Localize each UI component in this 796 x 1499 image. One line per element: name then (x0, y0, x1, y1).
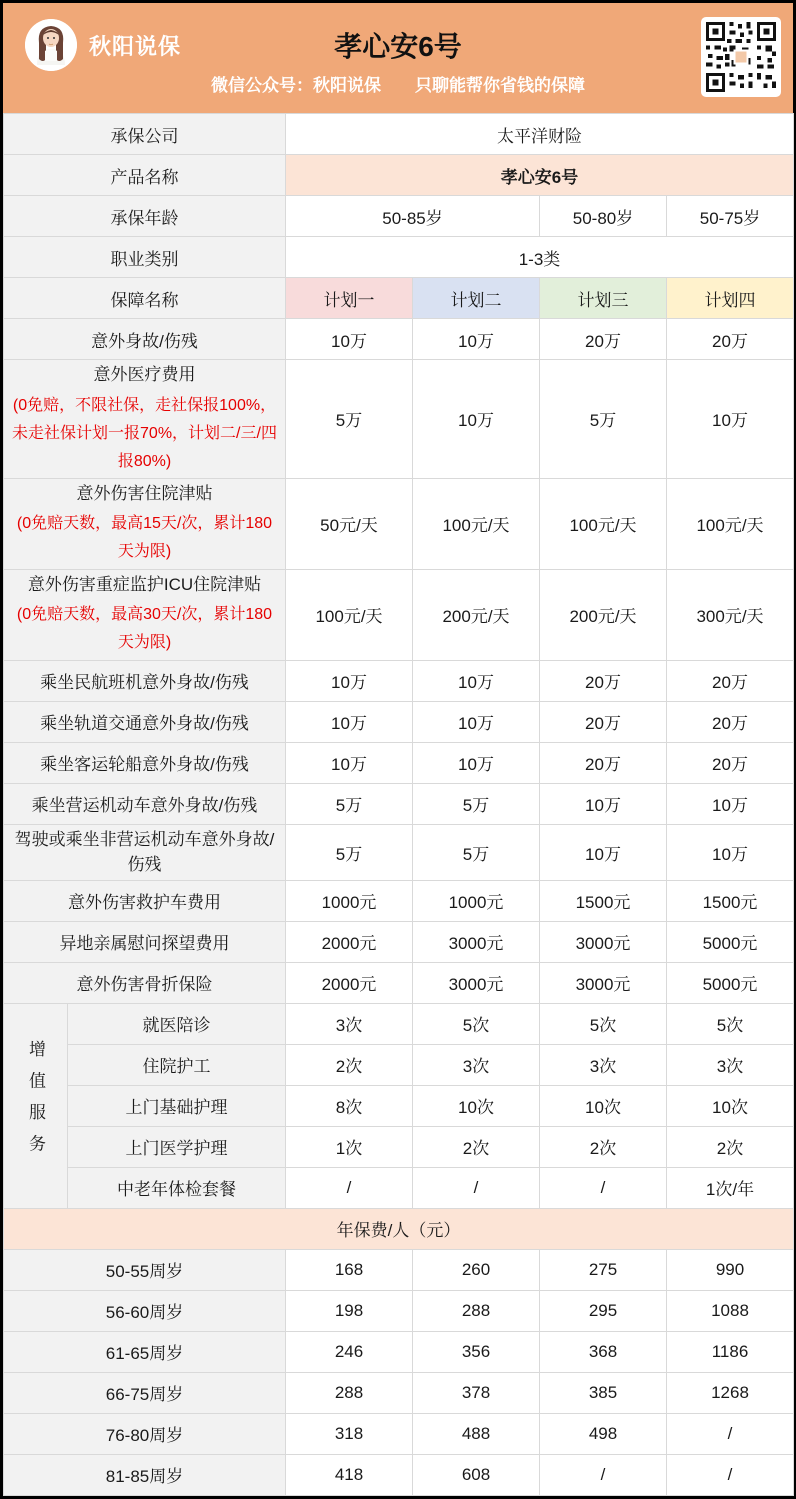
vas-group-label: 增值服务 (4, 1003, 68, 1208)
table-row-benefit (4, 824, 794, 880)
cell-value: 10万 (286, 742, 413, 783)
benefit-note: (0免赔，不限社保，走社保报100%，未走社保计划一报70%，计划二/三/四报80%) (12, 396, 277, 470)
cell-value: 10万 (413, 360, 540, 479)
benefit-title: 意外伤害重症监护ICU住院津贴 (27, 574, 262, 594)
plan2-header: 计划二 (413, 278, 540, 319)
cell-value: 10万 (540, 824, 667, 880)
cell-value: 3次 (286, 1003, 413, 1044)
row-label: 住院护工 (68, 1044, 286, 1085)
cell-value: 100元/天 (286, 569, 413, 660)
table-row-age (4, 196, 794, 237)
cell-value: 168 (286, 1249, 413, 1290)
product-name-value: 孝心安6号 (286, 155, 794, 196)
cell-value: 498 (540, 1413, 667, 1454)
benefit-note: (0免赔天数，最高15天/次，累计180天为限) (16, 515, 273, 561)
cell-value: 1000元 (286, 880, 413, 921)
cell-value: 10万 (413, 319, 540, 360)
cell-value: 246 (286, 1331, 413, 1372)
cell-value: 8次 (286, 1085, 413, 1126)
cell-value: / (540, 1167, 667, 1208)
cell-value: 100元/天 (540, 478, 667, 569)
cell-value: 260 (413, 1249, 540, 1290)
cell-value: 5万 (540, 360, 667, 479)
cell-value: 385 (540, 1372, 667, 1413)
row-label: 就医陪诊 (68, 1003, 286, 1044)
cell-value: 10万 (413, 701, 540, 742)
row-label: 职业类别 (4, 237, 286, 278)
cell-value: 288 (413, 1290, 540, 1331)
cell-value: / (413, 1167, 540, 1208)
cell-value: 3次 (413, 1044, 540, 1085)
cell-value: 5万 (413, 783, 540, 824)
table-row-vas (4, 1167, 794, 1208)
table-row-benefit (4, 360, 794, 479)
row-label (4, 478, 286, 569)
row-label: 意外伤害救护车费用 (4, 880, 286, 921)
row-label: 上门医学护理 (68, 1126, 286, 1167)
row-label: 意外身故/伤残 (4, 319, 286, 360)
cell-value: 1186 (667, 1331, 794, 1372)
plan1-header: 计划一 (286, 278, 413, 319)
table-row-vas (4, 1044, 794, 1085)
table-row-vas (4, 1085, 794, 1126)
row-label: 乘坐民航班机意外身故/伤残 (4, 660, 286, 701)
cell-value: 2次 (540, 1126, 667, 1167)
table-row-premium (4, 1290, 794, 1331)
cell-value: 10万 (667, 360, 794, 479)
cell-value: 100元/天 (413, 478, 540, 569)
benefit-title: 意外医疗费用 (93, 365, 196, 384)
premium-section-title: 年保费/人（元） (4, 1208, 794, 1249)
table-row-premium (4, 1249, 794, 1290)
table-row-premium (4, 1454, 794, 1495)
cell-value: / (540, 1454, 667, 1495)
cell-value: 3000元 (413, 962, 540, 1003)
cell-value: 608 (413, 1454, 540, 1495)
page-title: 孝心安6号 (334, 31, 462, 62)
cell-value: 3次 (540, 1044, 667, 1085)
cell-value: 1500元 (540, 880, 667, 921)
table-row-benefit (4, 921, 794, 962)
plan4-header: 计划四 (667, 278, 794, 319)
table-row-benefit (4, 962, 794, 1003)
cell-value: 198 (286, 1290, 413, 1331)
row-label: 承保公司 (4, 114, 286, 155)
cell-value: 10次 (540, 1085, 667, 1126)
cell-value: 200元/天 (540, 569, 667, 660)
table-row-premium (4, 1372, 794, 1413)
premium-header-row (4, 1208, 794, 1249)
cell-value: 20万 (667, 660, 794, 701)
cell-value: 3000元 (413, 921, 540, 962)
header-banner (3, 3, 793, 113)
cell-value: 2次 (667, 1126, 794, 1167)
cell-value: 2000元 (286, 921, 413, 962)
row-label: 产品名称 (4, 155, 286, 196)
cell-value: 5万 (286, 360, 413, 479)
table-row-insurer (4, 114, 794, 155)
cell-value: 10万 (413, 660, 540, 701)
cell-value: 2次 (413, 1126, 540, 1167)
cell-value: 1次 (286, 1126, 413, 1167)
plan-header-row (4, 278, 794, 319)
cell-value: 10万 (286, 319, 413, 360)
cell-value: 356 (413, 1331, 540, 1372)
cell-value: 20万 (540, 319, 667, 360)
cell-value: 5万 (286, 824, 413, 880)
table-row-benefit (4, 742, 794, 783)
table-row-premium (4, 1413, 794, 1454)
row-label (4, 360, 286, 479)
cell-value: 3次 (667, 1044, 794, 1085)
table-row-benefit (4, 880, 794, 921)
row-label: 上门基础护理 (68, 1085, 286, 1126)
cell-value: 5次 (540, 1003, 667, 1044)
cell-value: 318 (286, 1413, 413, 1454)
cell-value: 10次 (413, 1085, 540, 1126)
cell-value: 488 (413, 1413, 540, 1454)
cell-value: 20万 (540, 742, 667, 783)
cell-value: 10万 (286, 660, 413, 701)
table-row-occupation (4, 237, 794, 278)
cell-value: 300元/天 (667, 569, 794, 660)
table-row-benefit (4, 701, 794, 742)
cell-value: 100元/天 (667, 478, 794, 569)
row-label: 81-85周岁 (4, 1454, 286, 1495)
row-label: 异地亲属慰问探望费用 (4, 921, 286, 962)
cell-value: 20万 (540, 701, 667, 742)
table-row-benefit (4, 569, 794, 660)
cell-value: / (286, 1167, 413, 1208)
cell-value: 3000元 (540, 921, 667, 962)
benefit-note: (0免赔天数，最高30天/次，累计180天为限) (16, 606, 273, 652)
cell-value: 295 (540, 1290, 667, 1331)
cell-value: 10万 (540, 783, 667, 824)
row-label: 乘坐轨道交通意外身故/伤残 (4, 701, 286, 742)
cell-value: 5次 (413, 1003, 540, 1044)
cell-value: 50元/天 (286, 478, 413, 569)
cell-value: 5000元 (667, 921, 794, 962)
table-row-benefit (4, 660, 794, 701)
cell-value: 10万 (286, 701, 413, 742)
row-label: 50-55周岁 (4, 1249, 286, 1290)
benefit-title: 意外伤害住院津贴 (76, 483, 213, 503)
row-label: 61-65周岁 (4, 1331, 286, 1372)
cell-value: 20万 (667, 742, 794, 783)
qr-code (701, 17, 781, 97)
brand-name: 秋阳说保 (89, 33, 182, 59)
row-label: 66-75周岁 (4, 1372, 286, 1413)
table-row-premium (4, 1331, 794, 1372)
cell-value: 20万 (667, 701, 794, 742)
cell-value: 200元/天 (413, 569, 540, 660)
cell-value: 10万 (667, 824, 794, 880)
cell-value: 3000元 (540, 962, 667, 1003)
benefits-table (3, 113, 794, 1496)
cell-value: / (667, 1413, 794, 1454)
cell-value: 1088 (667, 1290, 794, 1331)
cell-value: / (667, 1454, 794, 1495)
cell-value: 1-3类 (286, 237, 794, 278)
cell-value: 378 (413, 1372, 540, 1413)
cell-value: 10次 (667, 1085, 794, 1126)
table-row-product (4, 155, 794, 196)
row-label: 承保年龄 (4, 196, 286, 237)
cell-value: 10万 (413, 742, 540, 783)
cell-value: 20万 (540, 660, 667, 701)
cell-value: 275 (540, 1249, 667, 1290)
row-label (4, 824, 286, 880)
row-label: 乘坐客运轮船意外身故/伤残 (4, 742, 286, 783)
table-row-benefit (4, 319, 794, 360)
table-row-benefit (4, 478, 794, 569)
cell-value: 418 (286, 1454, 413, 1495)
row-label: 意外伤害骨折保险 (4, 962, 286, 1003)
header-subtitle: 微信公众号：秋阳说保 只聊能帮你省钱的保障 (211, 76, 585, 95)
cell-value: 50-80岁 (540, 196, 667, 237)
cell-value: 5万 (413, 824, 540, 880)
row-label: 乘坐营运机动车意外身故/伤残 (4, 783, 286, 824)
cell-value: 2000元 (286, 962, 413, 1003)
cell-value: 2次 (286, 1044, 413, 1085)
cell-value: 990 (667, 1249, 794, 1290)
benefit-title: 驾驶或乘坐非营运机动车意外身故/伤残 (14, 829, 275, 874)
table-row-vas (4, 1003, 794, 1044)
row-label: 保障名称 (4, 278, 286, 319)
cell-value: 20万 (667, 319, 794, 360)
plan3-header: 计划三 (540, 278, 667, 319)
cell-value: 太平洋财险 (286, 114, 794, 155)
cell-value: 1000元 (413, 880, 540, 921)
row-label (4, 569, 286, 660)
cell-value: 5000元 (667, 962, 794, 1003)
cell-value: 50-75岁 (667, 196, 794, 237)
cell-value: 10万 (667, 783, 794, 824)
row-label: 中老年体检套餐 (68, 1167, 286, 1208)
row-label: 56-60周岁 (4, 1290, 286, 1331)
cell-value: 5万 (286, 783, 413, 824)
cell-value: 1268 (667, 1372, 794, 1413)
cell-value: 50-85岁 (286, 196, 540, 237)
table-row-benefit (4, 783, 794, 824)
cell-value: 1次/年 (667, 1167, 794, 1208)
cell-value: 1500元 (667, 880, 794, 921)
cell-value: 288 (286, 1372, 413, 1413)
table-row-vas (4, 1126, 794, 1167)
cell-value: 368 (540, 1331, 667, 1372)
row-label: 76-80周岁 (4, 1413, 286, 1454)
cell-value: 5次 (667, 1003, 794, 1044)
